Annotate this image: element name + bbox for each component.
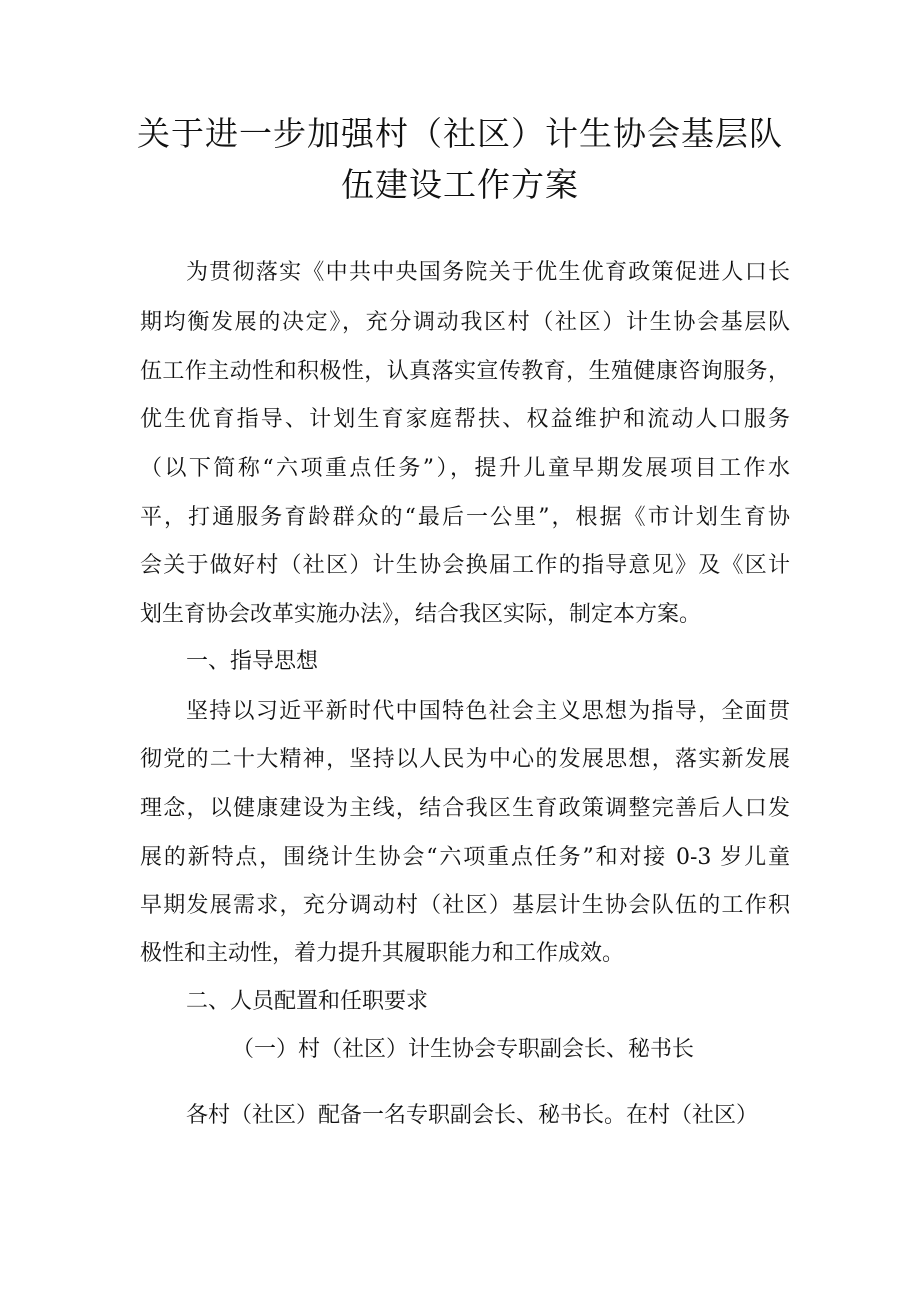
paragraph-1-line-1: 为贯彻落实《中共中央国务院关于优生优育政策促进人口长 (186, 260, 790, 285)
paragraph-2-line-4: 展的新特点，围绕计生协会“六项重点任务”和对接 0-3 岁儿童 (140, 845, 790, 870)
paragraph-1-line-6: 平，打通服务育龄群众的“最后一公里”，根据《市计划生育协 (140, 505, 790, 530)
paragraph-1-line-8: 划生育协会改革实施办法》，结合我区实际，制定本方案。 (140, 602, 702, 627)
section-heading-guiding-ideology: 一、指导思想 (186, 649, 319, 674)
paragraph-2-line-5: 早期发展需求，充分调动村（社区）基层计生协会队伍的工作积 (140, 893, 790, 918)
paragraph-1-line-3: 伍工作主动性和积极性，认真落实宣传教育，生殖健康咨询服务， (140, 359, 790, 384)
paragraph-2-line-6: 极性和主动性，着力提升其履职能力和工作成效。 (140, 941, 625, 966)
section-heading-staffing: 二、人员配置和任职要求 (186, 989, 429, 1014)
paragraph-3-line-1: 各村（社区）配备一名专职副会长、秘书长。在村（社区） (186, 1103, 759, 1128)
paragraph-1-line-5: （以下简称“六项重点任务”），提升儿童早期发展项目工作水 (140, 456, 790, 481)
subsection-heading-vice-president-secretary: （一）村（社区）计生协会专职副会长、秘书长 (232, 1037, 695, 1062)
paragraph-2-line-2: 彻党的二十大精神，坚持以人民为中心的发展思想，落实新发展 (140, 747, 790, 772)
document-title-line-1: 关于进一步加强村（社区）计生协会基层队 (137, 114, 783, 153)
document-title-line-2: 伍建设工作方案 (341, 165, 579, 204)
paragraph-1-line-2: 期均衡发展的决定》，充分调动我区村（社区）计生协会基层队 (140, 310, 790, 335)
paragraph-2-line-3: 理念，以健康建设为主线，结合我区生育政策调整完善后人口发 (140, 796, 790, 821)
paragraph-1-line-7: 会关于做好村（社区）计生协会换届工作的指导意见》及《区计 (140, 553, 790, 578)
paragraph-2-line-1: 坚持以习近平新时代中国特色社会主义思想为指导，全面贯 (186, 699, 790, 724)
paragraph-1-line-4: 优生优育指导、计划生育家庭帮扶、权益维护和流动人口服务 (140, 407, 790, 432)
